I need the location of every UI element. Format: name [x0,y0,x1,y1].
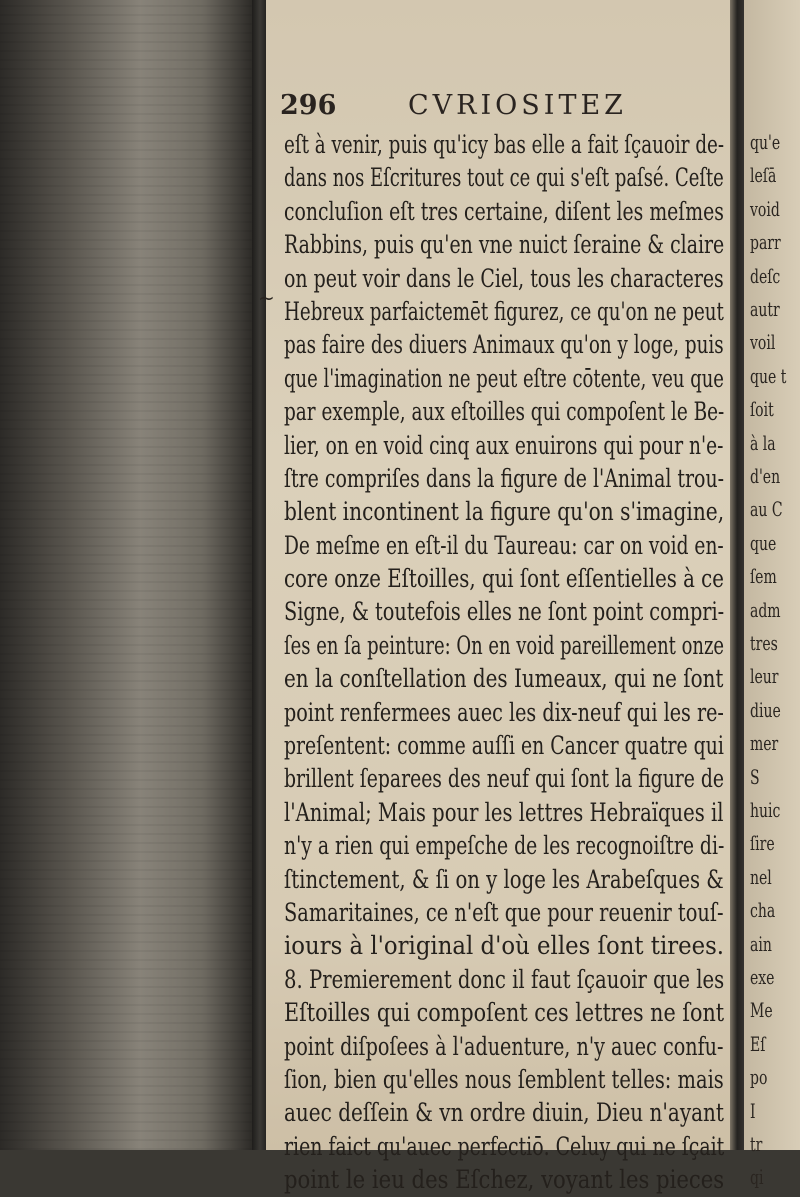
text-line: 8. Premierement donc il faut ſçauoir que les [284,964,725,994]
text-line: on peut voir dans le Ciel, tous les characteres [284,263,724,293]
text-line: point renfermees auec les dix-neuf qui les re- [284,697,724,727]
text-line: l'Animal; Mais pour les lettres Hebraïques il [284,797,724,827]
next-page-fragment: Eſ [750,1031,766,1056]
text-line: point diſpoſees à l'aduenture, n'y auec confu- [284,1031,724,1061]
text-line: n'y a rien qui empeſche de les recognoiſtre di- [284,831,725,861]
page-header [280,90,720,130]
next-page-fragment: qi [750,1165,764,1190]
text-line: auec deſſein & vn ordre diuin, Dieu n'ayant [284,1098,724,1128]
next-page-fragment: mer [750,731,779,756]
text-line: lier, on en void cinq aux enuirons qui pour n'e- [284,430,724,460]
next-page-fragment: ain [750,931,772,956]
next-page-fragment: que t [750,363,787,388]
next-page-fragment: Me [750,998,773,1023]
next-page-fragment: ſoit [750,397,774,422]
next-page-fragment: parr [750,230,781,255]
text-line: eſt à venir, puis qu'icy bas elle a fait ſçauoir de- [284,130,725,159]
next-page-fragment: leur [750,664,779,689]
page-number: 296 [280,90,337,121]
text-line: par exemple, aux eſtoilles qui compoſent le Be- [284,397,725,427]
text-line: ſtre compriſes dans la figure de l'Animal trou- [284,463,725,493]
running-head: CVRIOSITEZ [408,90,627,121]
next-page-fragment: adm [750,597,781,622]
text-line: Eſtoilles qui compoſent ces lettres ne ſont [284,998,725,1028]
next-page-fragment: void [750,196,780,221]
body-text [284,128,724,1197]
next-page-fragment: que [750,530,777,555]
text-line: concluſion eſt tres certaine, diſent les meſmes [284,196,724,226]
text-line: iours à l'original d'où elles ſont tirees. [284,931,725,961]
text-line: De meſme en eſt-il du Taureau: car on void en- [284,530,724,560]
text-line: pas faire des diuers Animaux qu'on y loge, puis [284,330,724,360]
text-line: ſion, bien qu'elles nous ſemblent telles: mais [284,1064,724,1094]
previous-page-edge [0,0,255,1150]
next-page-fragment: tres [750,631,778,655]
next-page-fragment: cha [750,898,776,923]
text-line: Samaritaines, ce n'eſt que pour reuenir touſ- [284,897,724,927]
text-line: brillent ſeparees des neuf qui ſont la figure de [284,764,725,794]
next-page-fragment: tr [750,1132,763,1156]
next-page-fragment: autr [750,297,780,321]
text-line: ſes en ſa peinture: On en void pareillement onze [284,630,725,660]
next-page-fragment: nel [750,864,772,889]
text-line: Signe, & toutefois elles ne ſont point compri- [284,597,725,627]
text-line: point le ieu des Eſchez, voyant les pieces [284,1165,725,1195]
next-page-fragment: qu'e [750,130,781,154]
next-page-fragment: po [750,1065,768,1090]
text-line: core onze Eſtoilles, qui ſont eſſentielles à ce [284,564,724,594]
next-page-fragment: ſem [750,564,777,589]
next-page-fragment: diue [750,697,781,722]
next-page-fragment: leſā [750,163,777,188]
text-line: rien faict qu'auec perfectiō. Celuy qui ne ſçait [284,1131,725,1161]
text-line: dans nos Eſcritures tout ce qui s'eſt paſsé. Ceſte [284,163,724,193]
text-line: blent incontinent la figure qu'on s'imagine, [284,497,725,527]
next-page-fragment: deſc [750,263,781,288]
text-line: que l'imagination ne peut eſtre cōtente, veu que [284,363,724,393]
text-line: ſtinctement, & ſi on y loge les Arabeſques & [284,864,724,894]
next-page-fragment: ſire [750,831,775,856]
text-line: Rabbins, puis qu'en vne nuict ſeraine & claire [284,230,725,260]
next-page-fragment: voil [750,330,776,355]
margin-mark: ~ [258,286,275,310]
next-page-fragment: S [750,764,760,789]
text-line: preſentent: comme auſſi en Cancer quatre qui [284,731,724,761]
next-page-fragment: d'en [750,464,781,488]
text-line: en la conſtellation des Iumeaux, qui ne ſont [284,664,724,694]
next-page-fragment: huic [750,798,781,822]
next-page-fragment: I [750,1098,756,1123]
text-line: Hebreux parfaictemēt figurez, ce qu'on ne peut [284,296,724,326]
next-page-edge [744,0,800,1190]
next-page-fragment: exe [750,965,775,989]
next-page-fragment: à la [750,430,776,455]
next-page-fragment: au C [750,497,783,522]
